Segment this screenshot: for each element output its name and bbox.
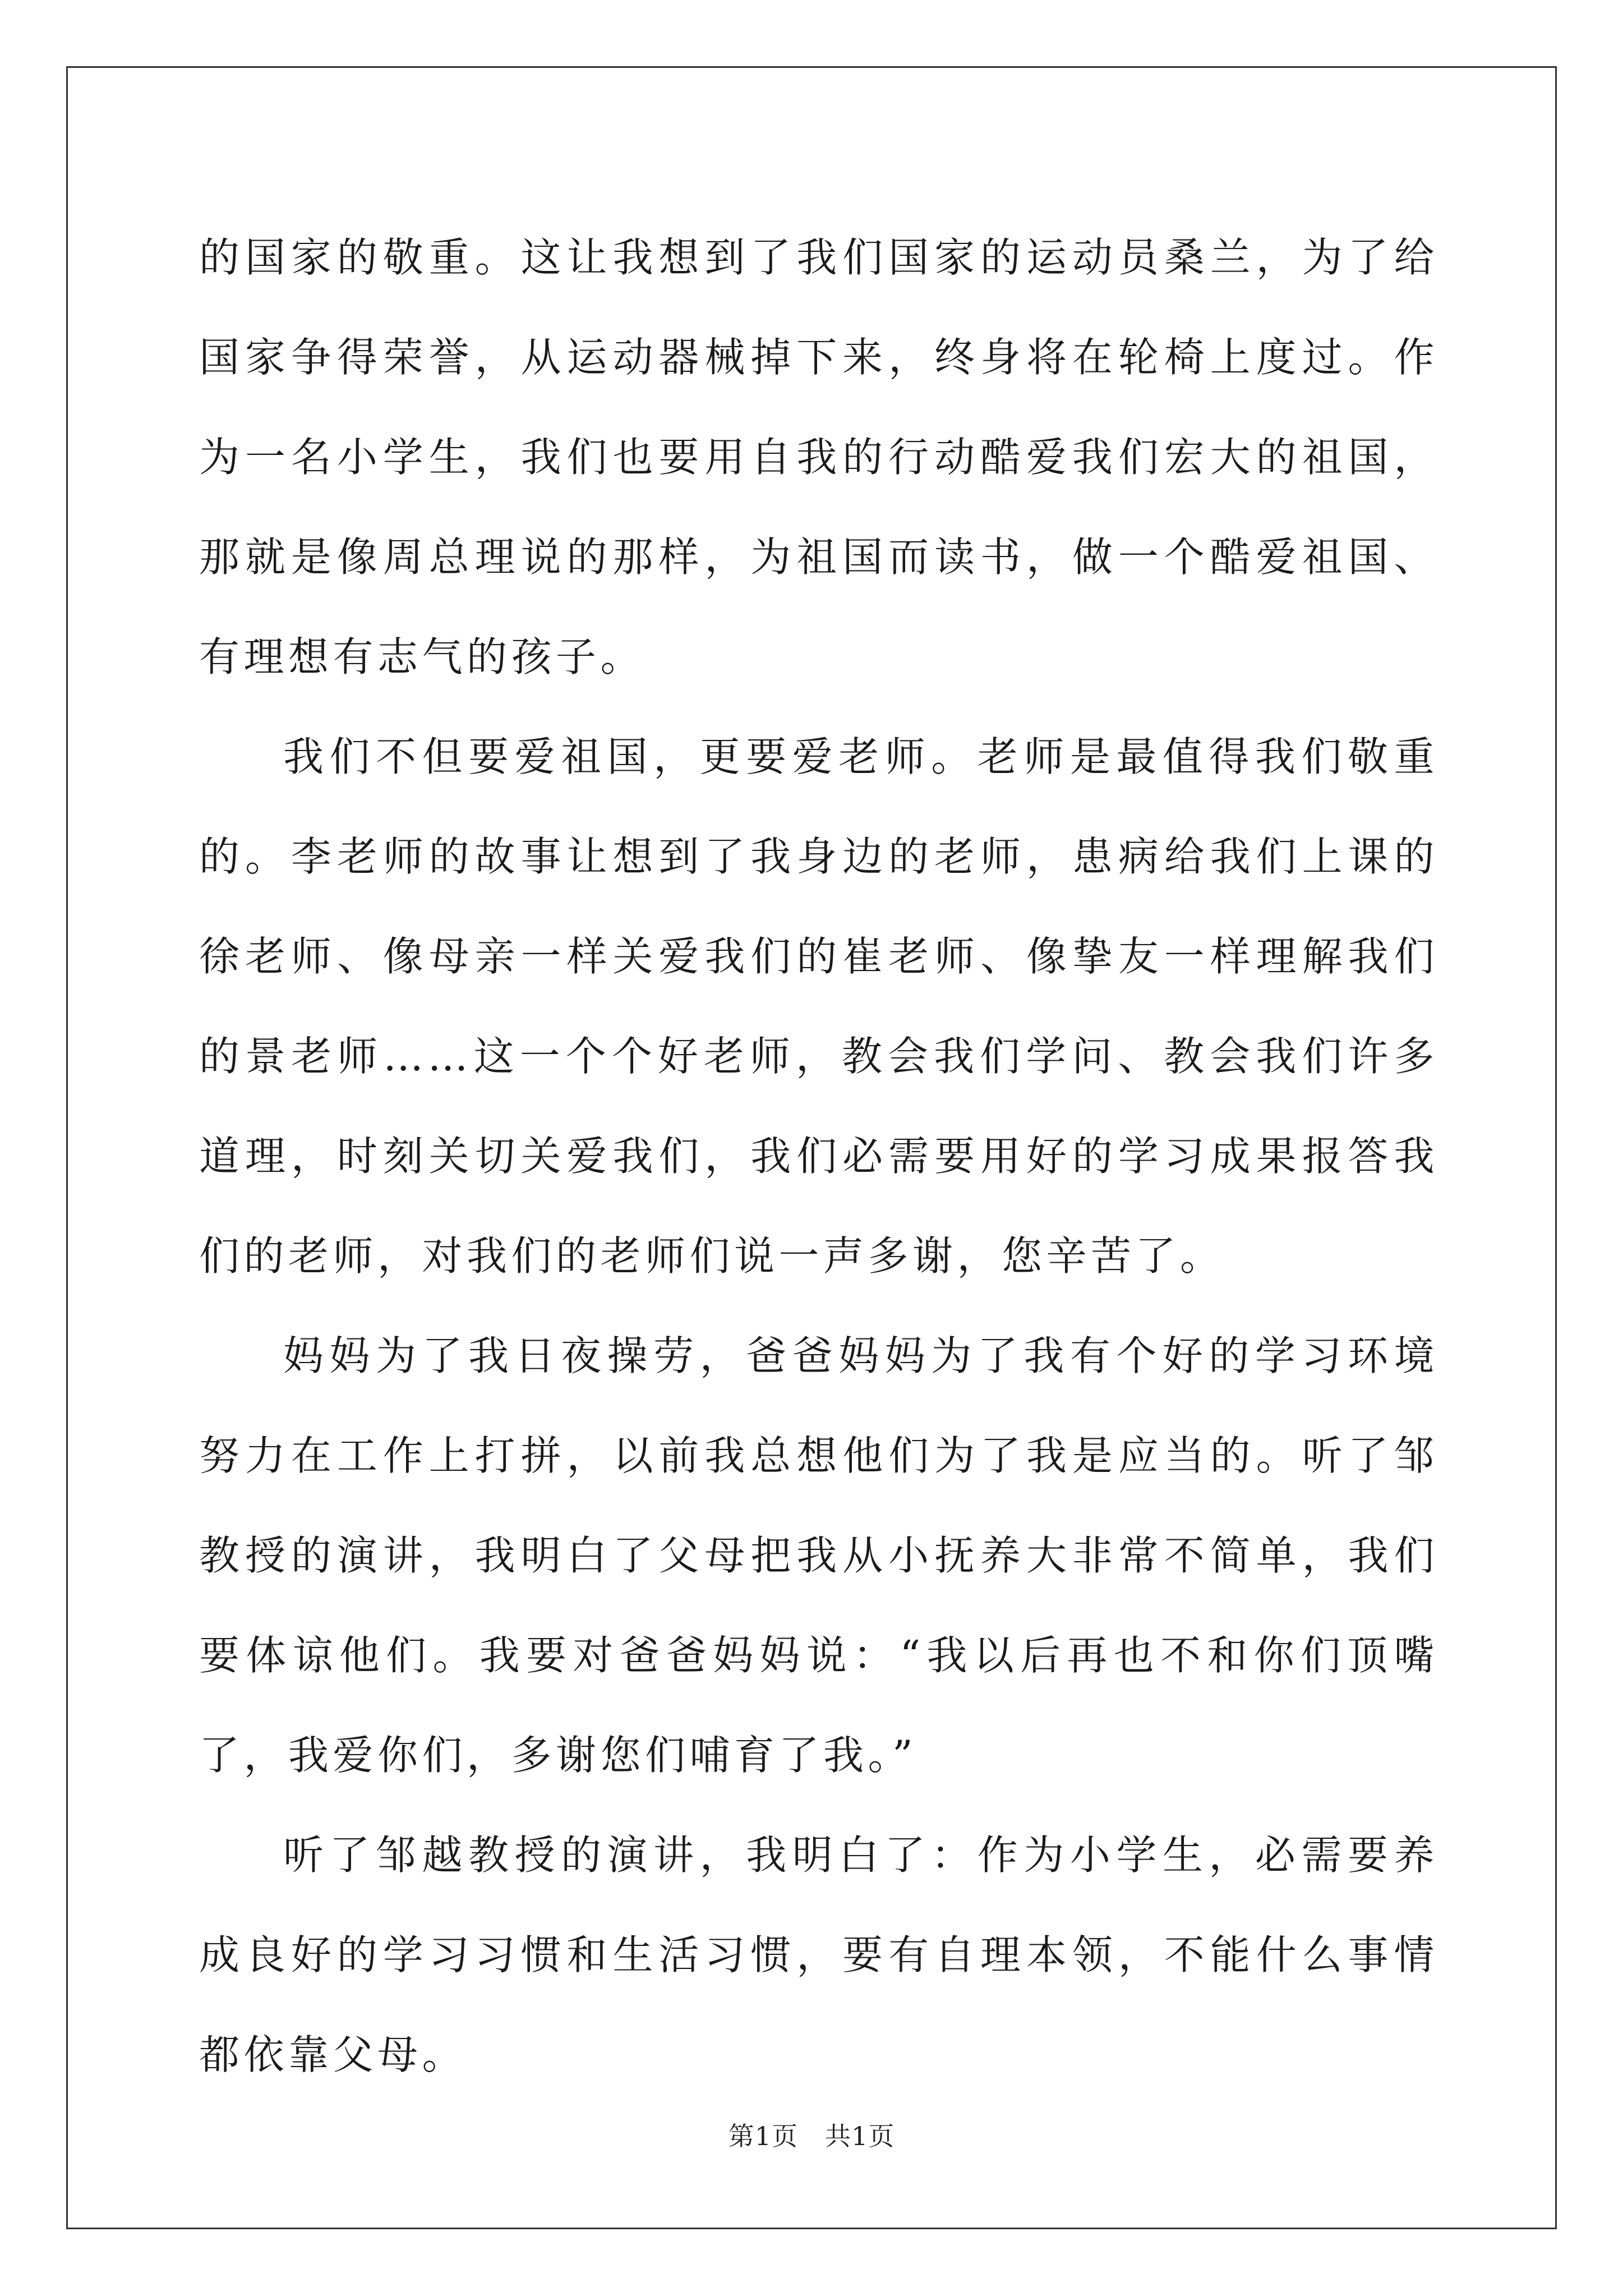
page-footer <box>0 2116 1623 2153</box>
paragraph-2: 我们不但要爱祖国，更要爱老师。老师是最值得我们敬重的。李老师的故事让想到了我身边的老师，患病给我们上课的徐老师、像母亲一样关爱我们的崔老师、像挚友一样理解我们的景老师……这一个个好老师，教会我们学问、教会我们许多道理，时刻关切关爱我们，我们必需要用好的学习成果报答我们的老师，对我们的老师们说一声多谢，您辛苦了。 <box>199 733 1438 1280</box>
paragraph-4: 听了邹越教授的演讲，我明白了：作为小学生，必需要养成良好的学习习惯和生活习惯，要有自理本领，不能什么事情都依靠父母。 <box>199 1832 1438 2078</box>
page-number: 第1页 <box>728 2121 798 2151</box>
page-total: 共1页 <box>825 2121 895 2151</box>
document-body <box>199 208 1438 2105</box>
paragraph-3: 妈妈为了我日夜操劳，爸爸妈妈为了我有个好的学习环境努力在工作上打拼，以前我总想他们为了我是应当的。听了邹教授的演讲，我明白了父母把我从小抚养大非常不简单，我们要体谅他们。我要对爸爸妈妈说：“我以后再也不和你们顶嘴了，我爱你们，多谢您们哺育了我。” <box>199 1332 1438 1779</box>
paragraph-1: 的国家的敬重。这让我想到了我们国家的运动员桑兰，为了给国家争得荣誉，从运动器械掉下来，终身将在轮椅上度过。作为一名小学生，我们也要用自我的行动酷爱我们宏大的祖国，那就是像周总理说的那样，为祖国而读书，做一个酷爱祖国、有理想有志气的孩子。 <box>199 234 1438 680</box>
